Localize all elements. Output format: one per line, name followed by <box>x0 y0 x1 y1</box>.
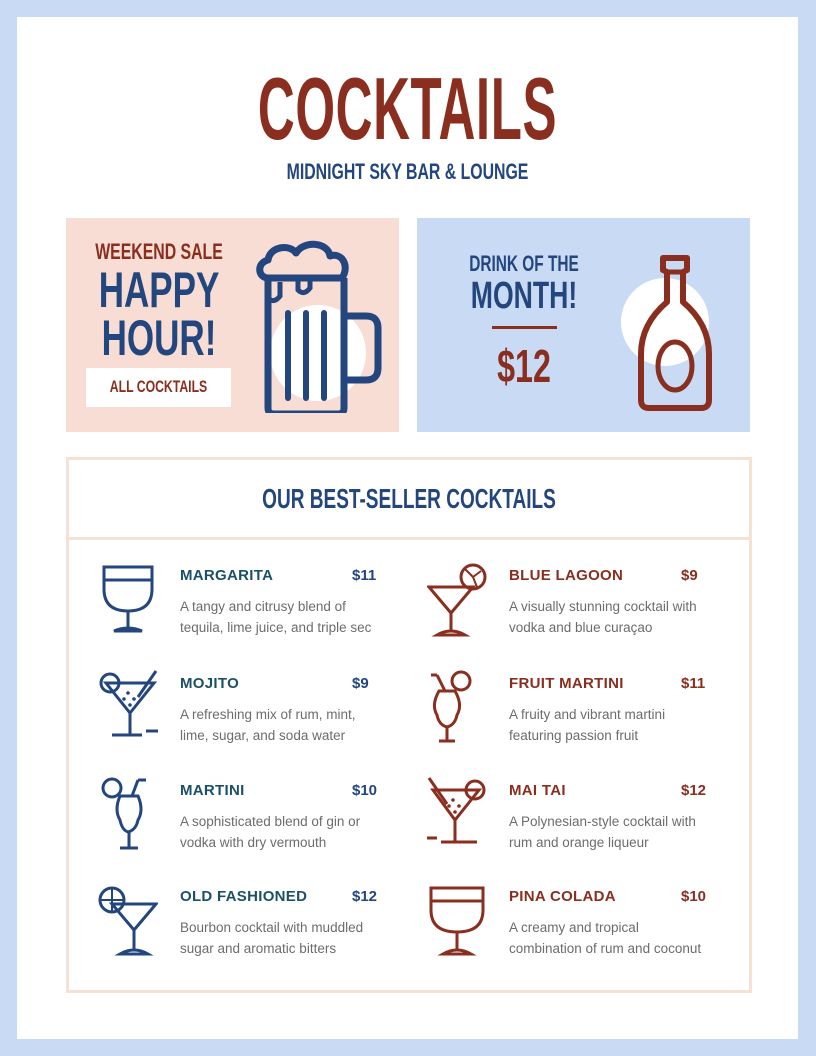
item-name: OLD FASHIONED <box>180 888 308 905</box>
all-cocktails-button[interactable] <box>86 368 231 407</box>
best-sellers-panel <box>66 457 752 993</box>
happy-hour-line-2: HOUR! <box>101 310 217 366</box>
menu-item-blue-lagoon[interactable] <box>509 567 809 657</box>
cocktail-glass-icon <box>427 561 487 639</box>
all-cocktails-label: ALL COCKTAILS <box>109 377 208 396</box>
wine-glass-icon <box>427 882 487 960</box>
best-sellers-header <box>69 460 749 540</box>
martini-glass-icon <box>427 776 487 854</box>
page-title: COCKTAILS <box>257 59 558 158</box>
item-name: MARGARITA <box>180 567 274 584</box>
item-name: BLUE LAGOON <box>509 567 624 584</box>
drink-price: $12 <box>497 340 551 392</box>
item-description: A visually stunning cocktail with vodka and blue curaçao <box>509 599 697 635</box>
item-price: $12 <box>352 888 378 905</box>
menu-item-fruit-martini[interactable] <box>509 675 809 765</box>
drink-of-month-card <box>417 218 750 432</box>
martini-glass-icon <box>98 669 158 747</box>
item-price: $11 <box>681 675 706 692</box>
happy-hour-line-1: HAPPY <box>98 262 220 318</box>
item-description: A refreshing mix of rum, mint, lime, sugar, and soda water <box>180 707 356 743</box>
drink-of-the-label: DRINK OF THE <box>469 251 579 276</box>
venue-subtitle: MIDNIGHT SKY BAR & LOUNGE <box>286 159 529 184</box>
item-price: $12 <box>681 782 707 799</box>
item-name: MOJITO <box>180 675 240 692</box>
weekend-sale-label: WEEKEND SALE <box>95 239 223 264</box>
item-price: $9 <box>352 675 369 692</box>
beer-mug-icon <box>238 238 388 413</box>
item-price: $10 <box>352 782 378 799</box>
menu-item-mai-tai[interactable] <box>509 782 809 872</box>
item-description: A tangy and citrusy blend of tequila, lime juice, and triple sec <box>180 599 372 635</box>
item-description: A fruity and vibrant martini featuring passion fruit <box>509 707 666 743</box>
item-price: $9 <box>681 567 698 584</box>
menu-sheet <box>17 17 798 1039</box>
item-name: PINA COLADA <box>509 888 616 905</box>
hurricane-glass-icon <box>98 776 158 854</box>
item-price: $11 <box>352 567 377 584</box>
hurricane-glass-icon <box>427 669 487 747</box>
item-name: MARTINI <box>180 782 245 799</box>
wine-glass-icon <box>98 561 158 639</box>
bottle-icon <box>617 254 727 414</box>
item-description: A Polynesian-style cocktail with rum and orange liqueur <box>509 814 696 850</box>
happy-hour-card <box>66 218 399 432</box>
item-description: A sophisticated blend of gin or vodka with dry vermouth <box>180 814 361 850</box>
month-label: MONTH! <box>470 275 578 317</box>
menu-item-pina-colada[interactable] <box>509 888 809 978</box>
item-name: FRUIT MARTINI <box>509 675 624 692</box>
item-name: MAI TAI <box>509 782 566 799</box>
best-sellers-title: OUR BEST-SELLER COCKTAILS <box>262 483 556 514</box>
item-description: Bourbon cocktail with muddled sugar and aromatic bitters <box>180 920 364 956</box>
item-price: $10 <box>681 888 707 905</box>
item-description: A creamy and tropical combination of rum and coconut <box>509 920 702 956</box>
divider-line <box>492 326 557 329</box>
cocktail-glass-icon <box>98 882 158 960</box>
